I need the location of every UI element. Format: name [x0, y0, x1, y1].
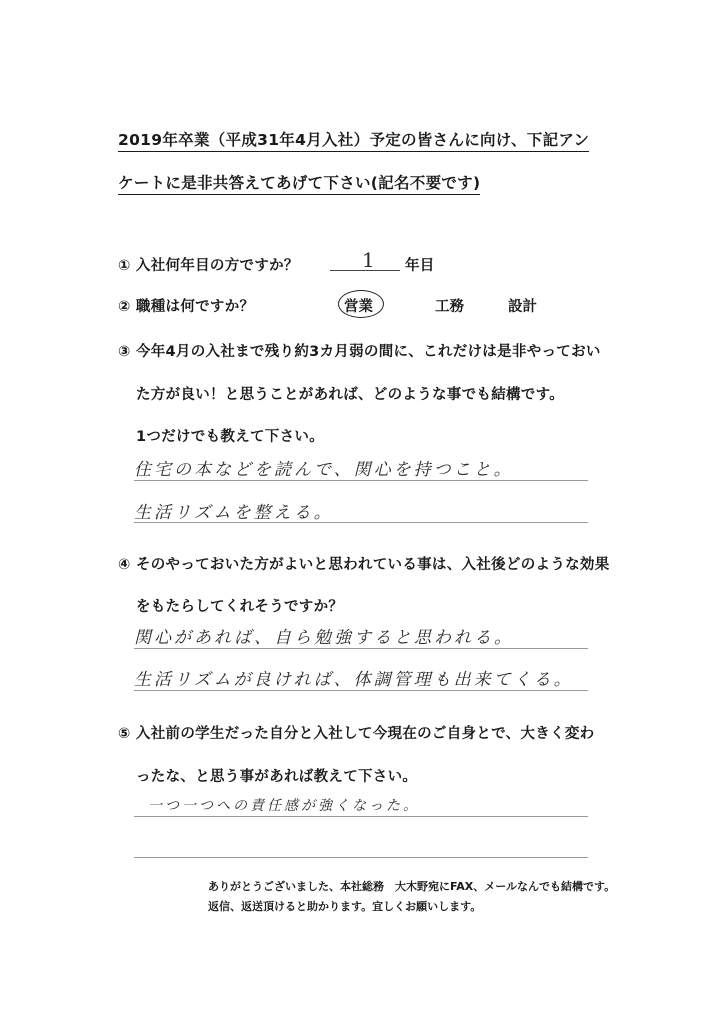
answer-line [134, 816, 588, 817]
answer-line [134, 648, 588, 649]
question-3-answer-1[interactable]: 住宅の本などを読んで、関心を持つこと。 [134, 460, 514, 480]
question-4-answer-1[interactable]: 関心があれば、自ら勉強すると思われる。 [134, 628, 514, 648]
question-3-line3: 1つだけでも教えて下さい。 [136, 429, 324, 445]
question-1-answer[interactable]: 1 [362, 248, 378, 272]
survey-title-line1: 2019年卒業（平成31年4月入社）予定の皆さんに向け、下記アン [118, 128, 589, 152]
option-construction[interactable]: 工務 [435, 299, 464, 315]
question-4-line1: ④ そのやっておいた方がよいと思われている事は、入社後どのような効果 [118, 557, 610, 573]
option-design[interactable]: 設計 [508, 299, 537, 315]
question-2-label: ② 職種は何ですか？ [118, 299, 255, 315]
option-sales[interactable]: 営業 [344, 299, 373, 315]
question-3-line2: た方が良い！と思うことがあれば、どのような事でも結構です。 [136, 387, 565, 403]
survey-title-line2: ケートに是非共答えてあげて下さい(記名不要です) [118, 171, 480, 195]
question-5-answer-1[interactable]: 一つ一つへの責任感が強くなった。 [148, 798, 420, 814]
question-3-line1: ③ 今年4月の入社まで残り約3カ月弱の間に、これだけは是非やっておい [118, 344, 601, 360]
question-4-answer-2[interactable]: 生活リズムが良ければ、体調管理も出来てくる。 [134, 670, 574, 690]
answer-line [134, 857, 588, 858]
footer-thanks: ありがとうございました、本社総務 大木野宛にFAX、メールなんでも結構です。 [208, 880, 616, 893]
question-5-line1: ⑤ 入社前の学生だった自分と入社して今現在のご自身とで、大きく変わ [118, 726, 595, 742]
question-1-label: ① 入社何年目の方ですか？ [118, 258, 299, 274]
question-4-line2: をもたらしてくれそうですか？ [136, 599, 344, 615]
answer-line [134, 480, 588, 481]
answer-line [134, 522, 588, 523]
answer-line [134, 690, 588, 691]
question-3-answer-2[interactable]: 生活リズムを整える。 [134, 503, 334, 523]
question-5-line2: ったな、と思う事があれば教えて下さい。 [136, 769, 418, 785]
question-1-unit: 年目 [405, 258, 435, 274]
footer-request: 返信、返送頂けると助かります。宜しくお願いします。 [208, 900, 482, 913]
